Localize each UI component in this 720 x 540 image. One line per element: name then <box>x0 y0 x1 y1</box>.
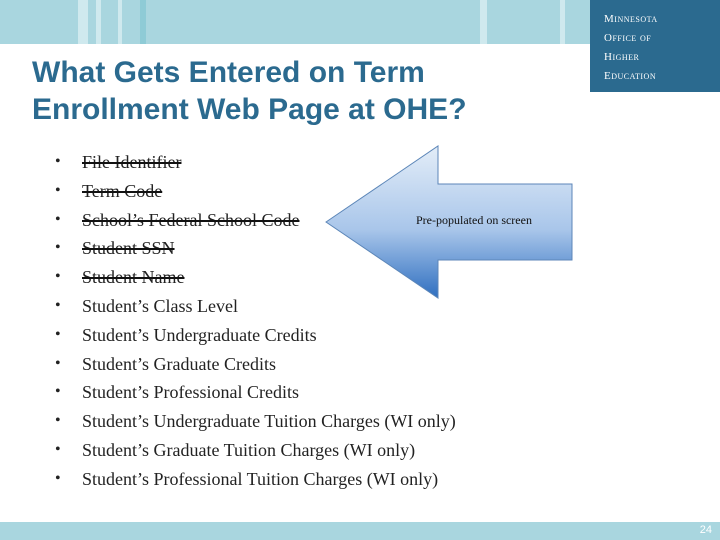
bullet-icon: • <box>55 325 61 343</box>
logo-line: Education <box>604 70 657 82</box>
bullet-text: Student’s Undergraduate Tuition Charges (WI only) <box>82 411 456 432</box>
header-stripe <box>480 0 487 44</box>
bullet-icon: • <box>55 239 61 257</box>
logo-line: Minnesota <box>604 13 658 25</box>
bullet-text: School’s Federal School Code <box>82 209 300 230</box>
slide-title: What Gets Entered on Term Enrollment Web Page at OHE? <box>32 56 467 126</box>
bullet-text: Student’s Graduate Credits <box>82 353 276 374</box>
bullet-icon: • <box>55 296 61 314</box>
bullet-text: Student SSN <box>82 238 175 259</box>
bullet-text: Term Code <box>82 180 163 201</box>
footer-band <box>0 522 720 540</box>
bullet-icon: • <box>55 354 61 372</box>
logo-line: Higher <box>604 51 640 63</box>
bullet-icon: • <box>55 383 61 401</box>
bullet-icon: • <box>55 469 61 487</box>
bullet-text: Student Name <box>82 267 185 288</box>
header-stripe <box>118 0 122 44</box>
bullet-icon: • <box>55 181 61 199</box>
logo-text <box>604 10 658 86</box>
bullet-icon: • <box>55 440 61 458</box>
bullet-text: Student’s Professional Credits <box>82 382 299 403</box>
bullet-text: Student’s Undergraduate Credits <box>82 324 317 345</box>
header-stripe <box>560 0 565 44</box>
header-stripe <box>96 0 101 44</box>
bullet-text: Student’s Professional Tuition Charges (WI only) <box>82 468 439 489</box>
bullet-icon: • <box>55 153 61 170</box>
page-number: 24 <box>699 524 712 536</box>
bullet-icon: • <box>55 412 61 430</box>
prepopulated-callout: Pre-populated on screen <box>416 213 532 227</box>
bullet-icon: • <box>55 268 61 286</box>
logo-line: Office of <box>604 32 652 44</box>
header-stripe <box>140 0 146 44</box>
header-stripe <box>78 0 88 44</box>
bullet-text: File Identifier <box>82 152 182 172</box>
bullet-text: Student’s Graduate Tuition Charges (WI only) <box>82 439 416 460</box>
bullet-icon: • <box>55 210 61 228</box>
bullet-text: Student’s Class Level <box>82 295 238 316</box>
ohe-logo <box>590 0 720 92</box>
